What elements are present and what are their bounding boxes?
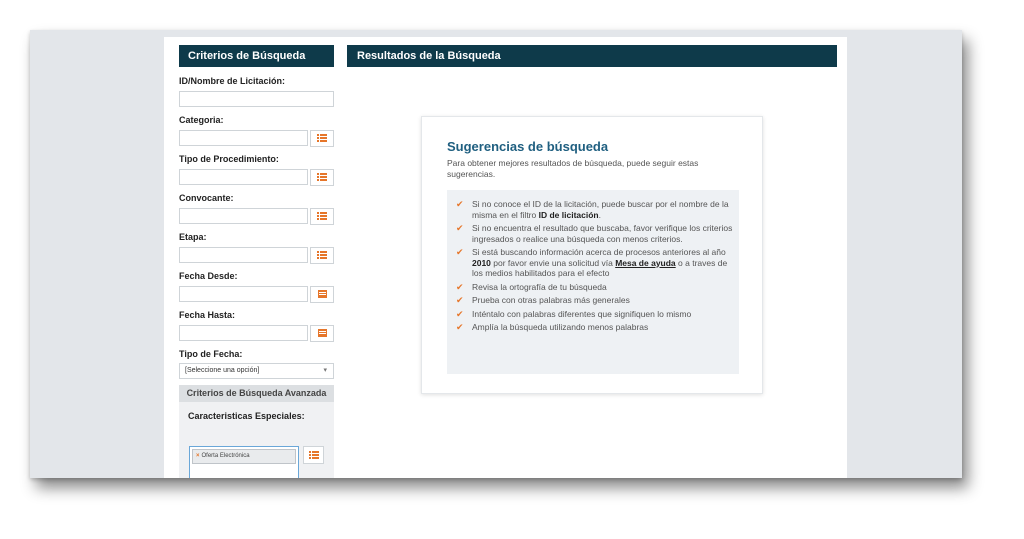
convener-list-button[interactable] <box>310 208 334 225</box>
list-icon <box>317 134 327 142</box>
results-header: Resultados de la Búsqueda <box>347 45 837 67</box>
category-input[interactable] <box>179 130 308 146</box>
check-icon: ✔ <box>456 295 464 305</box>
selected-tag[interactable] <box>192 449 296 464</box>
list-item <box>456 322 733 333</box>
chevron-down-icon: ▾ <box>323 367 327 374</box>
page <box>164 37 847 478</box>
procedure-type-input[interactable] <box>179 169 308 185</box>
list-item <box>456 295 733 306</box>
list-item <box>456 282 733 293</box>
tip-text: Amplía la búsqueda utilizando menos palabras <box>472 322 649 332</box>
special-features-input[interactable] <box>189 446 299 478</box>
selected-tag-label: Oferta Electrónica <box>201 453 250 459</box>
stage-input[interactable] <box>179 247 308 263</box>
check-icon: ✔ <box>456 322 464 332</box>
stage-list-button[interactable] <box>310 247 334 264</box>
date-to-calendar-button[interactable] <box>310 325 334 342</box>
tip-text: Si no conoce el ID de la licitación, puede buscar por el nombre de la misma en el filtro ID de licitación. <box>472 199 729 220</box>
calendar-icon <box>318 290 327 298</box>
search-criteria-panel <box>179 45 334 478</box>
date-from-label: Fecha Desde: <box>179 271 238 281</box>
list-item <box>456 247 733 279</box>
stage-label: Etapa: <box>179 232 207 242</box>
suggestions-list <box>447 190 739 374</box>
advanced-criteria-header: Criterios de Búsqueda Avanzada <box>179 385 334 402</box>
id-name-label: ID/Nombre de Licitación: <box>179 76 286 86</box>
advanced-criteria-box <box>179 385 334 478</box>
date-type-label: Tipo de Fecha: <box>179 349 243 359</box>
date-from-calendar-button[interactable] <box>310 286 334 303</box>
suggestions-card <box>421 116 763 394</box>
category-label: Categoria: <box>179 115 224 125</box>
list-icon <box>317 251 327 259</box>
calendar-icon <box>318 329 327 337</box>
check-icon: ✔ <box>456 199 464 209</box>
suggestions-intro: Para obtener mejores resultados de búsqueda, puede seguir estas sugerencias. <box>447 158 699 179</box>
list-item <box>456 309 733 320</box>
check-icon: ✔ <box>456 281 464 292</box>
screenshot-frame <box>30 30 962 478</box>
help-desk-link[interactable]: Mesa de ayuda <box>615 257 676 268</box>
tip-text: Si está buscando información acerca de procesos anteriores al año 2010 por favor envie una solicitud vía Mesa de ayuda o a traves de los medios habilitados para el efecto <box>472 247 728 278</box>
tip-text: Revisa la ortografía de tu búsqueda <box>472 281 607 292</box>
convener-label: Convocante: <box>179 193 234 203</box>
list-item <box>456 199 733 220</box>
convener-input[interactable] <box>179 208 308 224</box>
id-name-input[interactable] <box>179 91 334 107</box>
tip-text: Prueba con otras palabras más generales <box>472 295 630 305</box>
list-icon <box>309 451 319 459</box>
check-icon: ✔ <box>456 308 464 319</box>
date-to-label: Fecha Hasta: <box>179 310 236 320</box>
date-type-select[interactable] <box>179 363 334 379</box>
list-icon <box>317 212 327 220</box>
date-type-select-value: [Seleccione una opción] <box>185 367 260 374</box>
procedure-type-list-button[interactable] <box>310 169 334 186</box>
tip-text: Inténtalo con palabras diferentes que signifiquen lo mismo <box>472 308 692 319</box>
procedure-type-label: Tipo de Procedimiento: <box>179 154 279 164</box>
list-item <box>456 223 733 244</box>
check-icon: ✔ <box>456 247 464 257</box>
category-list-button[interactable] <box>310 130 334 147</box>
check-icon: ✔ <box>456 223 464 233</box>
date-to-input[interactable] <box>179 325 308 341</box>
special-features-list-button[interactable] <box>303 446 324 464</box>
search-criteria-header: Criterios de Búsqueda <box>179 45 334 67</box>
tip-text: Si no encuentra el resultado que buscaba, favor verifique los criterios ingresados o realice una búsqueda con menos criterios. <box>472 223 733 244</box>
date-from-input[interactable] <box>179 286 308 302</box>
suggestions-title: Sugerencias de búsqueda <box>447 139 609 154</box>
list-icon <box>317 173 327 181</box>
remove-tag-icon[interactable]: × <box>196 453 200 459</box>
special-features-label: Caracteristicas Especiales: <box>188 411 305 421</box>
